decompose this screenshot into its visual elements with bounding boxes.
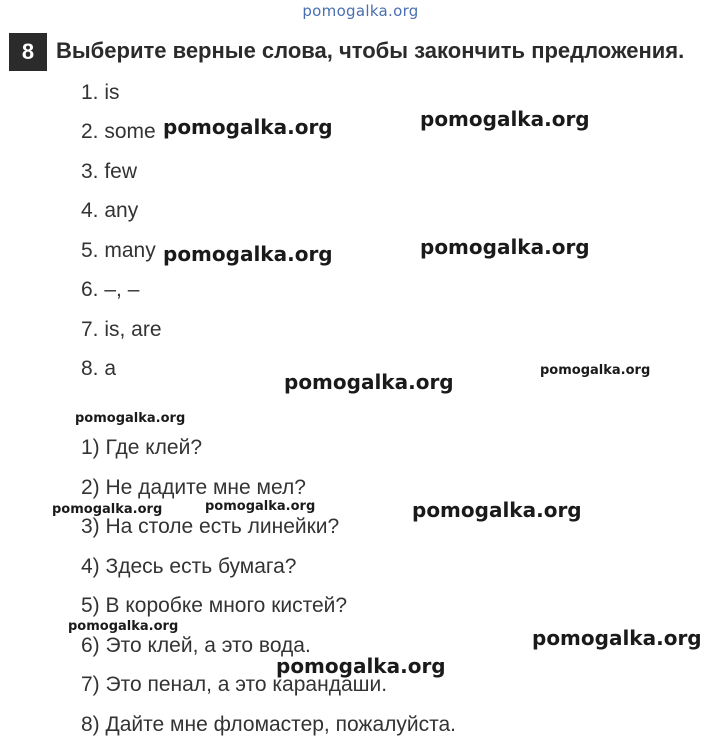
answer-item: 7. is, are xyxy=(81,318,162,341)
answer-item: 1. is xyxy=(81,81,120,104)
answer-item: 8. a xyxy=(81,357,117,380)
watermark: pomogalka.org xyxy=(420,107,590,131)
watermark: pomogalka.org xyxy=(276,654,446,678)
translation-item: 5) В коробке много кистей? xyxy=(81,594,348,617)
watermark: pomogalka.org xyxy=(163,242,333,266)
answer-item: 4. any xyxy=(81,199,139,222)
translation-item: 2) Не дадите мне мел? xyxy=(81,476,306,499)
watermark: pomogalka.org xyxy=(205,499,316,514)
translation-item: 3) На столе есть линейки? xyxy=(81,515,340,538)
answer-item: 2. some xyxy=(81,120,156,143)
watermark: pomogalka.org xyxy=(420,235,590,259)
task-title: Выберите верные слова, чтобы закончить предложения. xyxy=(56,38,685,63)
watermark: pomogalka.org xyxy=(540,363,651,378)
translation-item: 6) Это клей, а это вода. xyxy=(81,634,311,657)
watermark: pomogalka.org xyxy=(75,411,186,426)
task-number-badge: 8 xyxy=(9,33,47,71)
translation-item: 4) Здесь есть бумага? xyxy=(81,555,297,578)
watermark: pomogalka.org xyxy=(52,502,163,517)
watermark: pomogalka.org xyxy=(68,619,179,634)
translation-item: 1) Где клей? xyxy=(81,436,203,459)
translation-item: 7) Это пенал, а это карандаши. xyxy=(81,673,388,696)
watermark: pomogalka.org xyxy=(163,115,333,139)
answer-item: 3. few xyxy=(81,160,138,183)
answer-item: 6. –, – xyxy=(81,278,140,301)
translation-item: 8) Дайте мне фломастер, пожалуйста. xyxy=(81,713,457,736)
watermark: pomogalka.org xyxy=(532,626,702,650)
site-header: pomogalka.org xyxy=(302,2,419,20)
answer-item: 5. many xyxy=(81,239,156,262)
watermark: pomogalka.org xyxy=(412,498,582,522)
watermark: pomogalka.org xyxy=(284,370,454,394)
